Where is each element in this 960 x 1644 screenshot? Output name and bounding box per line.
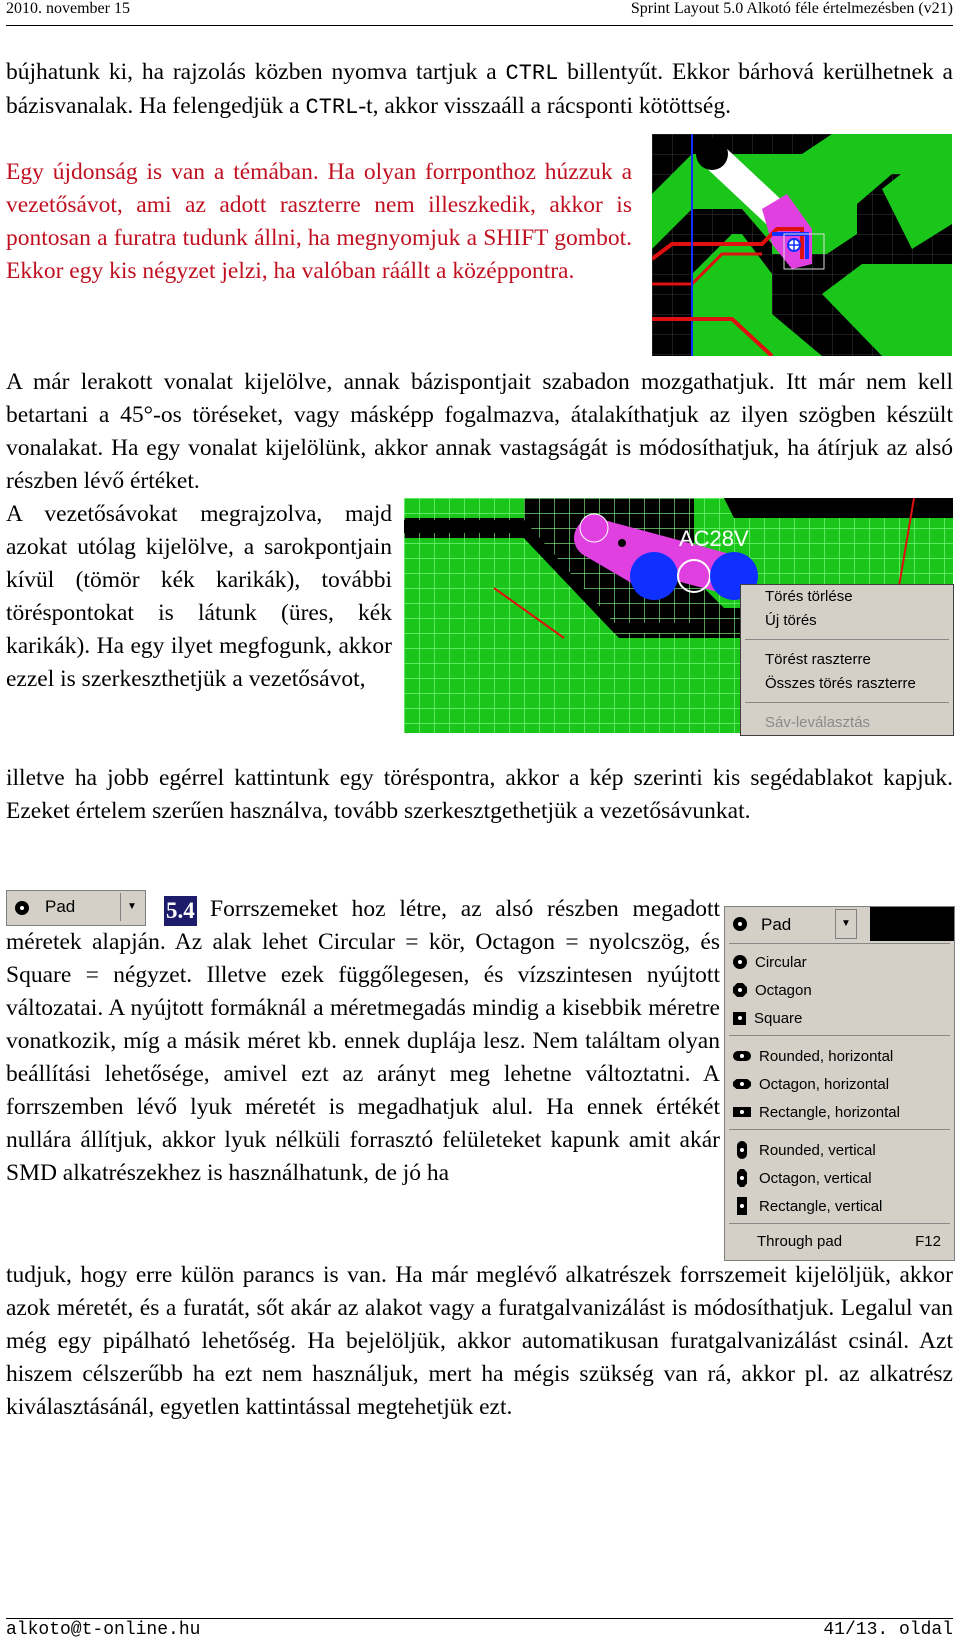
pad-option-label: Octagon, horizontal — [759, 1075, 890, 1093]
pad-menu-divider — [729, 1035, 950, 1036]
menu-separator — [745, 639, 949, 648]
break-context-menu — [740, 584, 954, 736]
header-title: Sprint Layout 5.0 Alkotó féle értelmezésben (v21) — [630, 0, 953, 17]
rectangle-horizontal-pad-icon — [733, 1107, 751, 1117]
pad-option-label: Through pad — [757, 1233, 843, 1250]
paragraph-pad: Forrszemeket hoz létre, az alsó részben megadott méretek alapján. Az alak lehet Circular = kör, Octagon = nyolcszög, és Square = négyzet. Illetve ezek függőlegesen, és vízszintesen nyújtott változatai. A nyújtott formáknál a méretmegadás mindig a kisebbik méretre vonatkozik, míg a másik méret kb. ennek duplája lesz. Nem találtam olyan beállítási lehetősége, amivel ezt az arányt meg lehetne változtatni. A forrszemben lévő lyuk méretét is megadhatjuk alul. Ha ennek értékét nullára állítjuk, akkor lyuk nélküli forrasztó felületeket kapunk amit akár SMD alkatrészekhez is használhatunk, de jó ha — [6, 896, 720, 1186]
section-number: 5.4 — [164, 896, 197, 926]
pad-option-label: Rounded, vertical — [759, 1141, 876, 1159]
header-date: 2010. november 15 — [6, 0, 130, 17]
pad-option-through-pad[interactable] — [757, 1233, 947, 1255]
pad-option-label: Circular — [755, 953, 807, 971]
pad-option-octagon-vertical[interactable] — [733, 1167, 872, 1189]
octagon-vertical-pad-icon — [737, 1169, 747, 1187]
paragraph-right-click: illetve ha jobb egérrel kattintunk egy töréspontra, akkor a kép szerinti kis segédablakot kapjuk. Ezeket értelem szerűen használva, tovább szerkesztgethetjük a vezetősávunkat. — [6, 765, 953, 824]
octagon-horizontal-pad-icon — [733, 1079, 751, 1089]
pad-menu-divider — [729, 943, 950, 944]
pad-menu-divider — [729, 1223, 950, 1224]
rectangle-vertical-pad-icon — [737, 1197, 747, 1215]
pad-option-octagon-horizontal[interactable] — [733, 1073, 889, 1095]
square-pad-icon — [733, 1012, 746, 1025]
net-label: AC28V — [679, 526, 749, 551]
pad-option-label: Rectangle, vertical — [759, 1197, 883, 1215]
pad-option-label: Octagon, vertical — [759, 1169, 872, 1187]
paragraph-pad-edit: tudjuk, hogy erre külön parancs is van. Ha már meglévő alkatrészek forrszemeit kijelöljük, akkor azok méretét, és a furatát, sőt akár az alakot vagy a furatgalvanizálást is módosíthatjuk. Legalul van még egy pipálható lehetőség. Ha bejelöljük, akkor automatikusan furatgalvanizálást csinál. Azt hiszem célszerűbb ha ezt nem használjuk, mert ha mégis szükség van rá, akkor pl. az alkatrész kiválasztásánál, egyetlen kattintással megtehetjük ezt. — [6, 1262, 953, 1420]
paragraph-ctrl: bújhatunk ki, ha rajzolás közben nyomva tartjuk a CTRL billentyűt. Ekkor bárhová kerülhetnek a bázisvanalak. Ha felengedjük a CTRL-t, akkor visszaáll a rácsponti kötöttség. — [6, 59, 953, 120]
header-rule — [6, 25, 953, 26]
pad-shape-menu — [724, 906, 955, 1261]
pad-option-rectangle-horizontal[interactable] — [733, 1101, 900, 1123]
paragraph-shift: Egy újdonság is van a témában. Ha olyan forrponthoz húzzuk a vezetősávot, ami az adott raszterre nem illeszkedik, akkor is pontosan a furatra tudunk állni, ha megnyomjuk a SHIFT gombot. Ekkor egy kis négyzet jelzi, ha valóban ráállt a középpontra. — [6, 159, 632, 284]
pad-option-circular[interactable] — [733, 951, 807, 973]
rounded-horizontal-pad-icon — [733, 1051, 751, 1061]
pcb-snap-figure — [652, 134, 952, 356]
shortcut-label: F12 — [915, 1233, 941, 1250]
pad-option-rounded-vertical[interactable] — [733, 1139, 876, 1161]
pad-option-square[interactable] — [733, 1007, 802, 1029]
pad-option-label: Octagon — [755, 981, 812, 999]
circular-pad-icon — [733, 917, 747, 931]
menu-separator — [745, 702, 949, 711]
pad-menu-divider — [729, 1129, 950, 1130]
pad-option-label: Rounded, horizontal — [759, 1047, 894, 1065]
pad-option-octagon[interactable] — [733, 979, 812, 1001]
footer-rule — [6, 1618, 953, 1619]
circular-pad-icon — [733, 955, 747, 969]
footer-page: 41/13. oldal — [823, 1620, 953, 1640]
footer-email: alkoto@t-online.hu — [6, 1620, 201, 1640]
pad-button-label: Pad — [45, 897, 76, 916]
octagon-pad-icon — [733, 983, 747, 997]
pad-option-label: Rectangle, horizontal — [759, 1103, 900, 1121]
pad-option-rounded-horizontal[interactable] — [733, 1045, 893, 1067]
paragraph-move-points: A már lerakott vonalat kijelölve, annak bázispontjait szabadon mozgathatjuk. Itt már nem kell betartani a 45°-os töréseket, vagy másképp fogalmazva, átalakíthatjuk az ilyen szögben készült vonalakat. Ha egy vonalat kijelölünk, akkor annak vastagságát is módosíthatjuk, ha átírjuk az alsó részben lévő értéket. — [6, 369, 953, 494]
paragraph-break-points: A vezetősávokat megrajzolva, majd azokat utólag kijelölve, a sarokpontjain kívül (tömör kék karikák), további töréspontokat is látunk (üres, kék karikák). Ha egy ilyet megfogunk, akkor ezzel is szerkeszthetjük a vezetősávot, — [6, 501, 392, 692]
dropdown-arrow-icon[interactable]: ▼ — [120, 893, 143, 921]
pad-menu-header[interactable] — [725, 907, 954, 941]
menu-item-all-breaks-to-grid[interactable]: Összes törés raszterre — [765, 675, 916, 692]
black-swatch — [870, 907, 954, 941]
menu-item-track-separation[interactable]: Sáv-leválasztás — [765, 714, 871, 731]
pad-option-label: Square — [754, 1009, 803, 1027]
menu-item-break-to-grid[interactable]: Törést raszterre — [765, 651, 871, 668]
dropdown-arrow-icon[interactable]: ▼ — [835, 909, 857, 939]
rounded-vertical-pad-icon — [737, 1141, 747, 1159]
menu-item-delete-break[interactable]: Törés törlése — [765, 588, 853, 605]
pad-option-rectangle-vertical[interactable] — [733, 1195, 882, 1217]
pad-menu-title: Pad — [761, 915, 792, 934]
menu-item-new-break[interactable]: Új törés — [765, 612, 817, 629]
